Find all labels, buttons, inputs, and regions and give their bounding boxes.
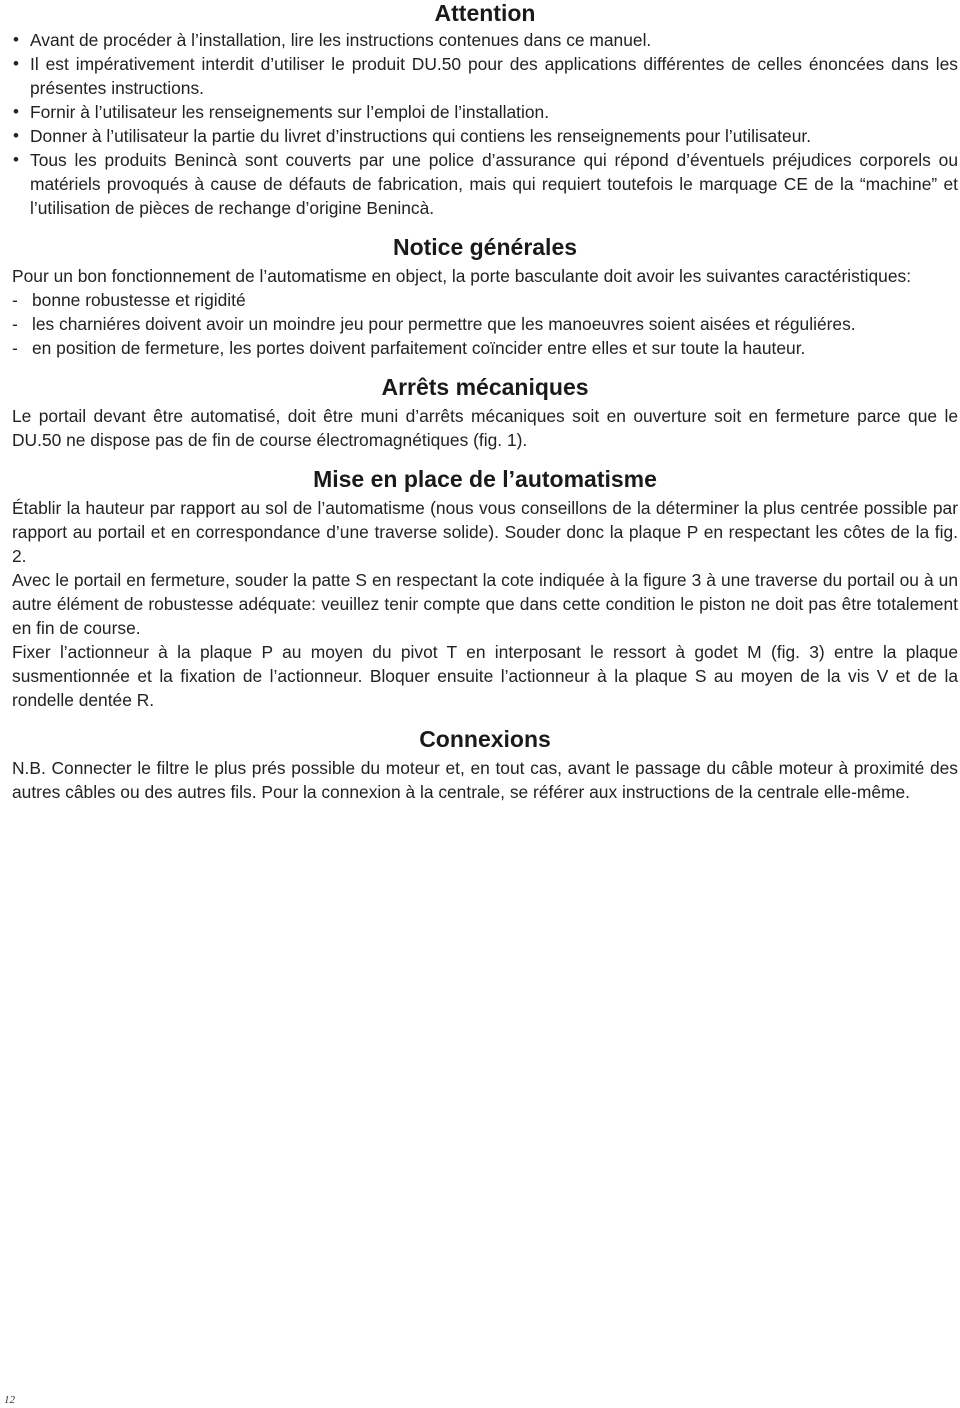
notice-item: - les charniéres doivent avoir un moindre jeu pour permettre que les manoeuvres soient aisées et réguliéres. bbox=[12, 312, 958, 336]
mise-paragraph: Fixer l’actionneur à la plaque P au moyen du pivot T en interposant le ressort à godet M (fig. 3) entre la plaque susmentionnée et la fixation de l’actionneur. Bloquer ensuite l’actionneur à la plaque S au moyen de la vis V et de la rondelle dentée R. bbox=[12, 642, 958, 710]
attention-section bbox=[12, 0, 958, 220]
mise-heading: Mise en place de l’automatisme bbox=[313, 466, 657, 492]
attention-bullet-list bbox=[12, 28, 958, 220]
document-page bbox=[12, 0, 958, 804]
mise-paragraph: Avec le portail en fermeture, souder la patte S en respectant la cote indiquée à la figure 3 à une traverse du portail ou à un autre élément de robustesse adéquate: veuillez tenir compte que dans cette condition le piston ne doit pas être totalement en fin de course. bbox=[12, 570, 958, 638]
notice-item: - bonne robustesse et rigidité bbox=[12, 288, 958, 312]
notice-item: - en position de fermeture, les portes doivent parfaitement coïncider entre elles et sur toute la hauteur. bbox=[12, 336, 958, 360]
attention-bullet: • Avant de procéder à l’installation, lire les instructions contenues dans ce manuel. bbox=[12, 28, 958, 52]
attention-bullet: • Fornir à l’utilisateur les renseignements sur l’emploi de l’installation. bbox=[12, 100, 958, 124]
mise-paragraph: Établir la hauteur par rapport au sol de l’automatisme (nous vous conseillons de la déterminer la plus centrée possible par rapport au portail et en correspondance d’une traverse solide). Souder donc la plaque P en respectant les côtes de la fig. 2. bbox=[12, 498, 958, 566]
page-number: 12 bbox=[4, 1394, 15, 1406]
attention-heading: Attention bbox=[434, 0, 536, 26]
connexions-text: N.B. Connecter le filtre le plus prés possible du moteur et, en tout cas, avant le passage du câble moteur à proximité des autres câbles ou des autres fils. Pour la connexion à la centrale, se référer aux instructions de la centrale elle-même. bbox=[12, 758, 958, 802]
attention-bullet: • Donner à l’utilisateur la partie du livret d’instructions qui contiens les renseignements pour l’utilisateur. bbox=[12, 124, 958, 148]
notice-section bbox=[12, 234, 958, 360]
notice-dash-list bbox=[12, 288, 958, 360]
arrets-text: Le portail devant être automatisé, doit être muni d’arrêts mécaniques soit en ouverture soit en fermeture parce que le DU.50 ne dispose pas de fin de course électromagnétiques (fig. 1). bbox=[12, 406, 958, 450]
arrets-section bbox=[12, 374, 958, 452]
notice-heading: Notice générales bbox=[392, 234, 578, 260]
attention-bullet: • Il est impérativement interdit d’utiliser le produit DU.50 pour des applications différentes de celles énoncées dans les présentes instructions. bbox=[12, 52, 958, 100]
notice-intro: Pour un bon fonctionnement de l’automatisme en object, la porte basculante doit avoir les suivantes caractéristiques: bbox=[12, 266, 912, 286]
attention-bullet: • Tous les produits Benincà sont couverts par une police d’assurance qui répond d’éventuels préjudices corporels ou matériels provoqués à cause de défauts de fabrication, mais qui requiert toutefois le marquage CE de la “machine” et l’utilisation de pièces de rechange d’origine Benincà. bbox=[12, 148, 958, 220]
arrets-heading: Arrêts mécaniques bbox=[381, 374, 589, 400]
connexions-section bbox=[12, 726, 958, 804]
mise-section bbox=[12, 466, 958, 712]
connexions-heading: Connexions bbox=[419, 726, 551, 752]
